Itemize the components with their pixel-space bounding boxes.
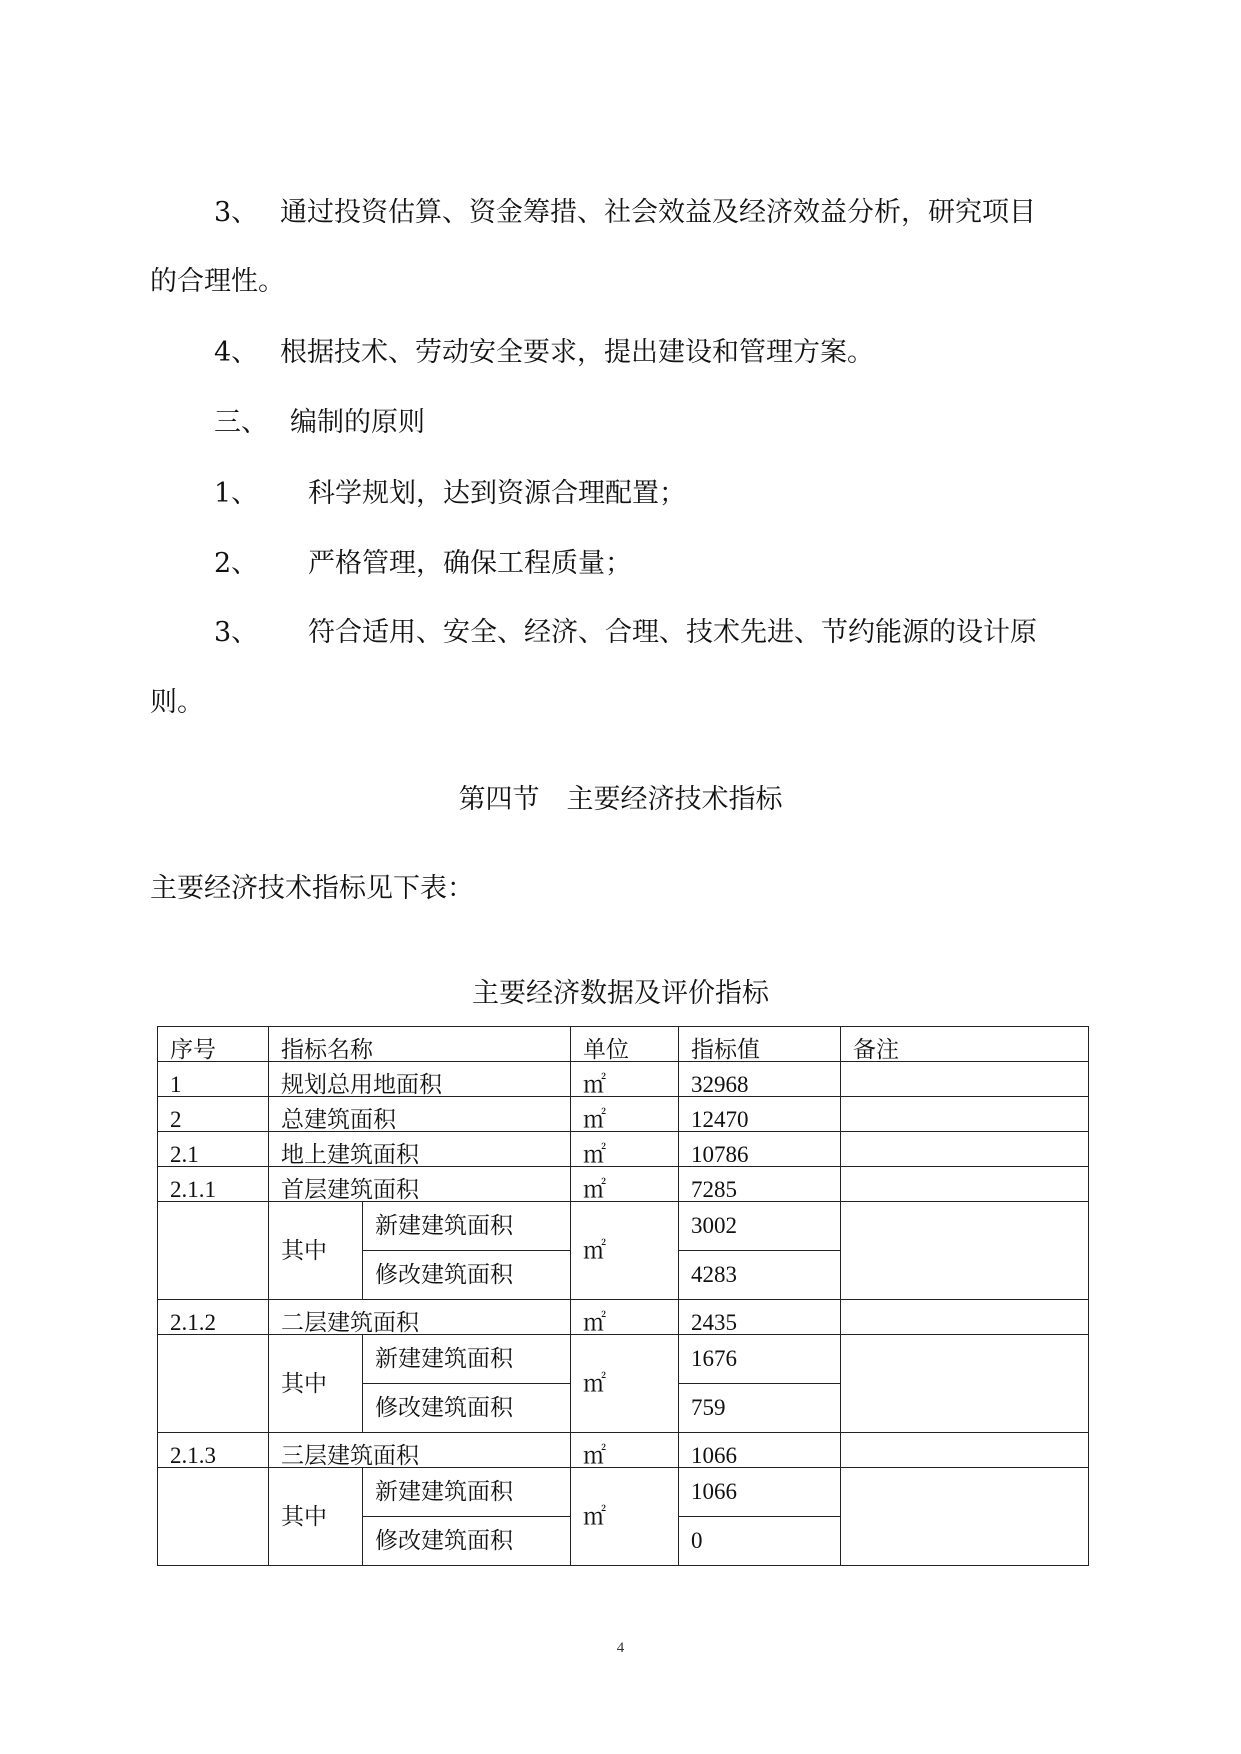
paragraph-continuation: 的合理性。 [150, 266, 285, 297]
table-subrow [158, 1202, 1089, 1251]
subrow-name: 新建建筑面积 [363, 1468, 571, 1517]
row-value: 12470 [679, 1097, 841, 1132]
row-value: 10786 [679, 1132, 841, 1167]
subrow-value: 0 [679, 1517, 841, 1566]
paragraph-continuation: 则。 [150, 687, 204, 718]
paragraph-text: 根据技术、劳动安全要求，提出建设和管理方案。 [280, 337, 874, 368]
header-cell: 序号 [158, 1027, 269, 1062]
row-name: 二层建筑面积 [269, 1300, 571, 1335]
subrow-name: 新建建筑面积 [363, 1202, 571, 1251]
list-number: 2、 [214, 548, 259, 579]
paragraph-text: 科学规划，达到资源合理配置； [308, 478, 686, 509]
list-number: 1、 [214, 478, 259, 509]
table-subrow [158, 1335, 1089, 1384]
empty-cell [158, 1468, 269, 1566]
row-value: 32968 [679, 1062, 841, 1097]
subrow-name: 修改建筑面积 [363, 1384, 571, 1433]
table-subrow [158, 1468, 1089, 1517]
table-intro: 主要经济技术指标见下表： [150, 873, 474, 904]
page-number: 4 [616, 1640, 625, 1656]
row-id: 2.1.3 [158, 1433, 269, 1468]
group-unit: ㎡ [571, 1202, 679, 1300]
row-id: 2 [158, 1097, 269, 1132]
row-note [841, 1167, 1089, 1202]
row-id: 2.1.2 [158, 1300, 269, 1335]
list-number: 3、 [214, 617, 259, 648]
subrow-value: 759 [679, 1384, 841, 1433]
list-number: 3、 [214, 197, 259, 228]
table-row [158, 1167, 1089, 1202]
table-caption: 主要经济数据及评价指标 [472, 978, 769, 1009]
row-value: 1066 [679, 1433, 841, 1468]
row-unit: ㎡ [571, 1433, 679, 1468]
row-name: 总建筑面积 [269, 1097, 571, 1132]
row-id: 2.1 [158, 1132, 269, 1167]
header-cell: 单位 [571, 1027, 679, 1062]
table-row [158, 1062, 1089, 1097]
empty-cell [841, 1202, 1089, 1300]
list-number: 4、 [214, 337, 259, 368]
row-note [841, 1062, 1089, 1097]
row-note [841, 1097, 1089, 1132]
paragraph-text: 通过投资估算、资金筹措、社会效益及经济效益分析，研究项目 [280, 197, 1036, 228]
principle-3 [214, 617, 1037, 649]
subrow-value: 3002 [679, 1202, 841, 1251]
group-unit: ㎡ [571, 1335, 679, 1433]
paragraph-text: 编制的原则 [290, 407, 425, 438]
subrow-value: 4283 [679, 1251, 841, 1300]
row-name: 首层建筑面积 [269, 1167, 571, 1202]
subrow-value: 1676 [679, 1335, 841, 1384]
row-unit: ㎡ [571, 1132, 679, 1167]
paragraph-4-text [214, 337, 874, 369]
group-label: 其中 [269, 1202, 363, 1300]
header-cell: 备注 [841, 1027, 1089, 1062]
principle-2 [214, 548, 632, 580]
section-heading: 第四节 主要经济技术指标 [458, 784, 783, 815]
row-note [841, 1433, 1089, 1468]
header-cell: 指标值 [679, 1027, 841, 1062]
row-unit: ㎡ [571, 1300, 679, 1335]
group-label: 其中 [269, 1468, 363, 1566]
row-note [841, 1300, 1089, 1335]
indicator-table [157, 1026, 1089, 1566]
row-note [841, 1132, 1089, 1167]
group-unit: ㎡ [571, 1468, 679, 1566]
subrow-name: 修改建筑面积 [363, 1251, 571, 1300]
list-number: 三、 [214, 407, 268, 438]
row-id: 1 [158, 1062, 269, 1097]
group-label: 其中 [269, 1335, 363, 1433]
table-row [158, 1132, 1089, 1167]
row-unit: ㎡ [571, 1062, 679, 1097]
subrow-name: 新建建筑面积 [363, 1335, 571, 1384]
empty-cell [841, 1468, 1089, 1566]
row-name: 地上建筑面积 [269, 1132, 571, 1167]
row-id: 2.1.1 [158, 1167, 269, 1202]
table-row [158, 1300, 1089, 1335]
table-row [158, 1097, 1089, 1132]
principle-1 [214, 478, 686, 510]
row-name: 三层建筑面积 [269, 1433, 571, 1468]
row-name: 规划总用地面积 [269, 1062, 571, 1097]
empty-cell [841, 1335, 1089, 1433]
table-header-row [158, 1027, 1089, 1062]
subrow-value: 1066 [679, 1468, 841, 1517]
row-unit: ㎡ [571, 1097, 679, 1132]
empty-cell [158, 1335, 269, 1433]
subrow-name: 修改建筑面积 [363, 1517, 571, 1566]
table-row [158, 1433, 1089, 1468]
section-three-heading [214, 407, 425, 439]
paragraph-text: 符合适用、安全、经济、合理、技术先进、节约能源的设计原 [308, 617, 1037, 648]
row-value: 7285 [679, 1167, 841, 1202]
paragraph-text: 严格管理，确保工程质量； [308, 548, 632, 579]
row-value: 2435 [679, 1300, 841, 1335]
paragraph-3-text [214, 197, 1036, 229]
empty-cell [158, 1202, 269, 1300]
header-cell: 指标名称 [269, 1027, 571, 1062]
row-unit: ㎡ [571, 1167, 679, 1202]
